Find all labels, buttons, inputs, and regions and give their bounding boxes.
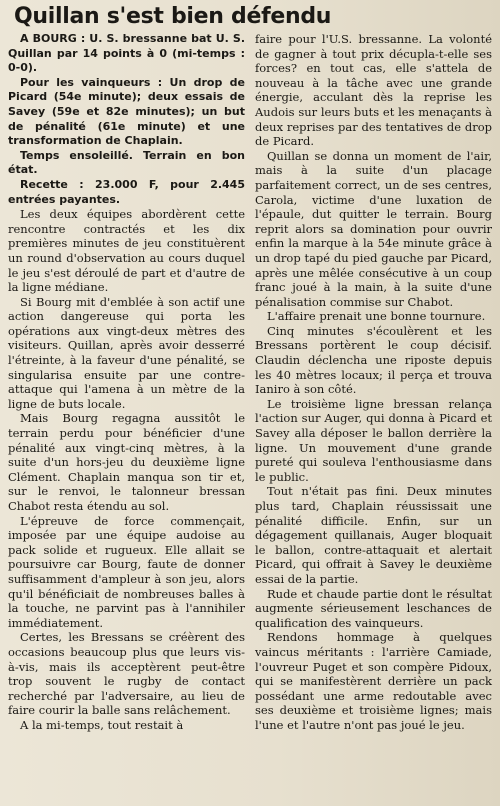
paragraph: Rendons hommage à quelques vaincus méritants : l'arrière Camiade, l'ouvreur Puget et son compère Pidoux, qui se manifestèrent derrière un pack possédant une arme redoutable avec ses deuxième et troisième lignes; mais l'une et l'autre n'ont pas joué le jeu. — [255, 630, 492, 732]
paragraph: Si Bourg mit d'emblée à son actif une action dangereuse qui porta les opérations aux vingt-deux mètres des visiteurs. Quillan, après avoir desserré l'étreinte, à la faveur d'une pénalité, se singularisa ensuite par une contre-attaque qui l'amena à un mètre de la ligne de buts locale. — [8, 294, 245, 411]
paragraph: A la mi-temps, tout restait à — [20, 717, 184, 732]
paragraph: Les deux équipes abordèrent cette rencontre contractés et les dix premières minutes de jeu constituèrent un round d'observation au cours duquel le jeu s'est déroulé de part et d'autre de la ligne médiane. — [8, 207, 245, 295]
paragraph: A BOURG : U. S. bressanne bat U. S. Quillan par 14 points à 0 (mi-temps : 0-0). — [8, 32, 245, 75]
paragraph: faire pour l'U.S. bressanne. La volonté de gagner à tout prix décupla-t-elle ses forces? en tout cas, elle s'attela de nouveau à la tâche avec une grande énergie, acculant dès la reprise les Audois sur leurs buts et les menaçants à deux reprises par des tentatives de drop de Picard. — [255, 32, 492, 149]
paragraph: Cinq minutes s'écoulèrent et les Bressans portèrent le coup décisif. Claudin déclencha une riposte depuis les 40 mètres locaux; il perça et trouva Ianiro à son côté. — [255, 323, 492, 397]
paragraph: L'affaire prenait une bonne tournure. — [267, 309, 486, 324]
paragraph: Quillan se donna un moment de l'air, mais à la suite d'un placage parfaitement correct, un de ses centres, Carola, victime d'une luxation de l'épaule, dut quitter le terrain. Bourg reprit alors sa domination pour ouvrir enfin la marque à la 54e minute grâce à un drop tapé du pied gauche par Picard, après une mêlée consécutive à un coup franc joué à la main, à la suite d'une pénalisation commise sur Chabot. — [255, 148, 492, 309]
paragraph: L'épreuve de force commençait, imposée par une équipe audoise au pack solide et rugueux. Elle allait se poursuivre car Bourg, faute de donner suffisamment d'ampleur à son jeu, alors qu'il bénéficiait de nombreuses balles à la touche, ne parvint pas à l'annihiler immédiatement. — [8, 513, 245, 630]
paragraph: Mais Bourg regagna aussitôt le terrain perdu pour bénéficier d'une pénalité aux vingt-cinq mètres, à la suite d'un hors-jeu du deuxième ligne Clément. Chaplain manqua son tir et, sur le renvoi, le talonneur bressan Chabot resta étendu au sol. — [8, 411, 245, 513]
article-columns — [8, 32, 492, 733]
paragraph: Le troisième ligne bressan relança l'action sur Auger, qui donna à Picard et Savey alla déposer le ballon derrière la ligne. Un mouvement d'une grande pureté qui souleva l'enthousiasme dans le public. — [255, 396, 492, 484]
paragraph: Pour les vainqueurs : Un drop de Picard (54e minute); deux essais de Savey (59e et 82e minutes); un but de pénalité (61e minute) et une transformation de Chaplain. — [8, 75, 245, 148]
paragraph: Recette : 23.000 F, pour 2.445 entrées payantes. — [8, 177, 245, 206]
paragraph: Rude et chaude partie dont le résultat augmente sérieusement leschances de qualification des vainqueurs. — [255, 586, 492, 630]
left-column — [8, 32, 245, 733]
headline: Quillan s'est bien défendu — [14, 4, 332, 29]
right-column — [255, 32, 492, 733]
paragraph: Temps ensoleillé. Terrain en bon état. — [8, 148, 245, 177]
paragraph: Certes, les Bressans se créèrent des occasions beaucoup plus que leurs vis-à-vis, mais ils acceptèrent peut-être trop souvent le rugby de contact recherché par l'adversaire, au lieu de faire courir la balle sans relâchement. — [8, 630, 245, 718]
paragraph: Tout n'était pas fini. Deux minutes plus tard, Chaplain réussissait une pénalité difficile. Enfin, sur un dégagement quillanais, Auger bloquait le ballon, contre-attaquait et alertait Picard, qui offrait à Savey le deuxième essai de la partie. — [255, 484, 492, 586]
